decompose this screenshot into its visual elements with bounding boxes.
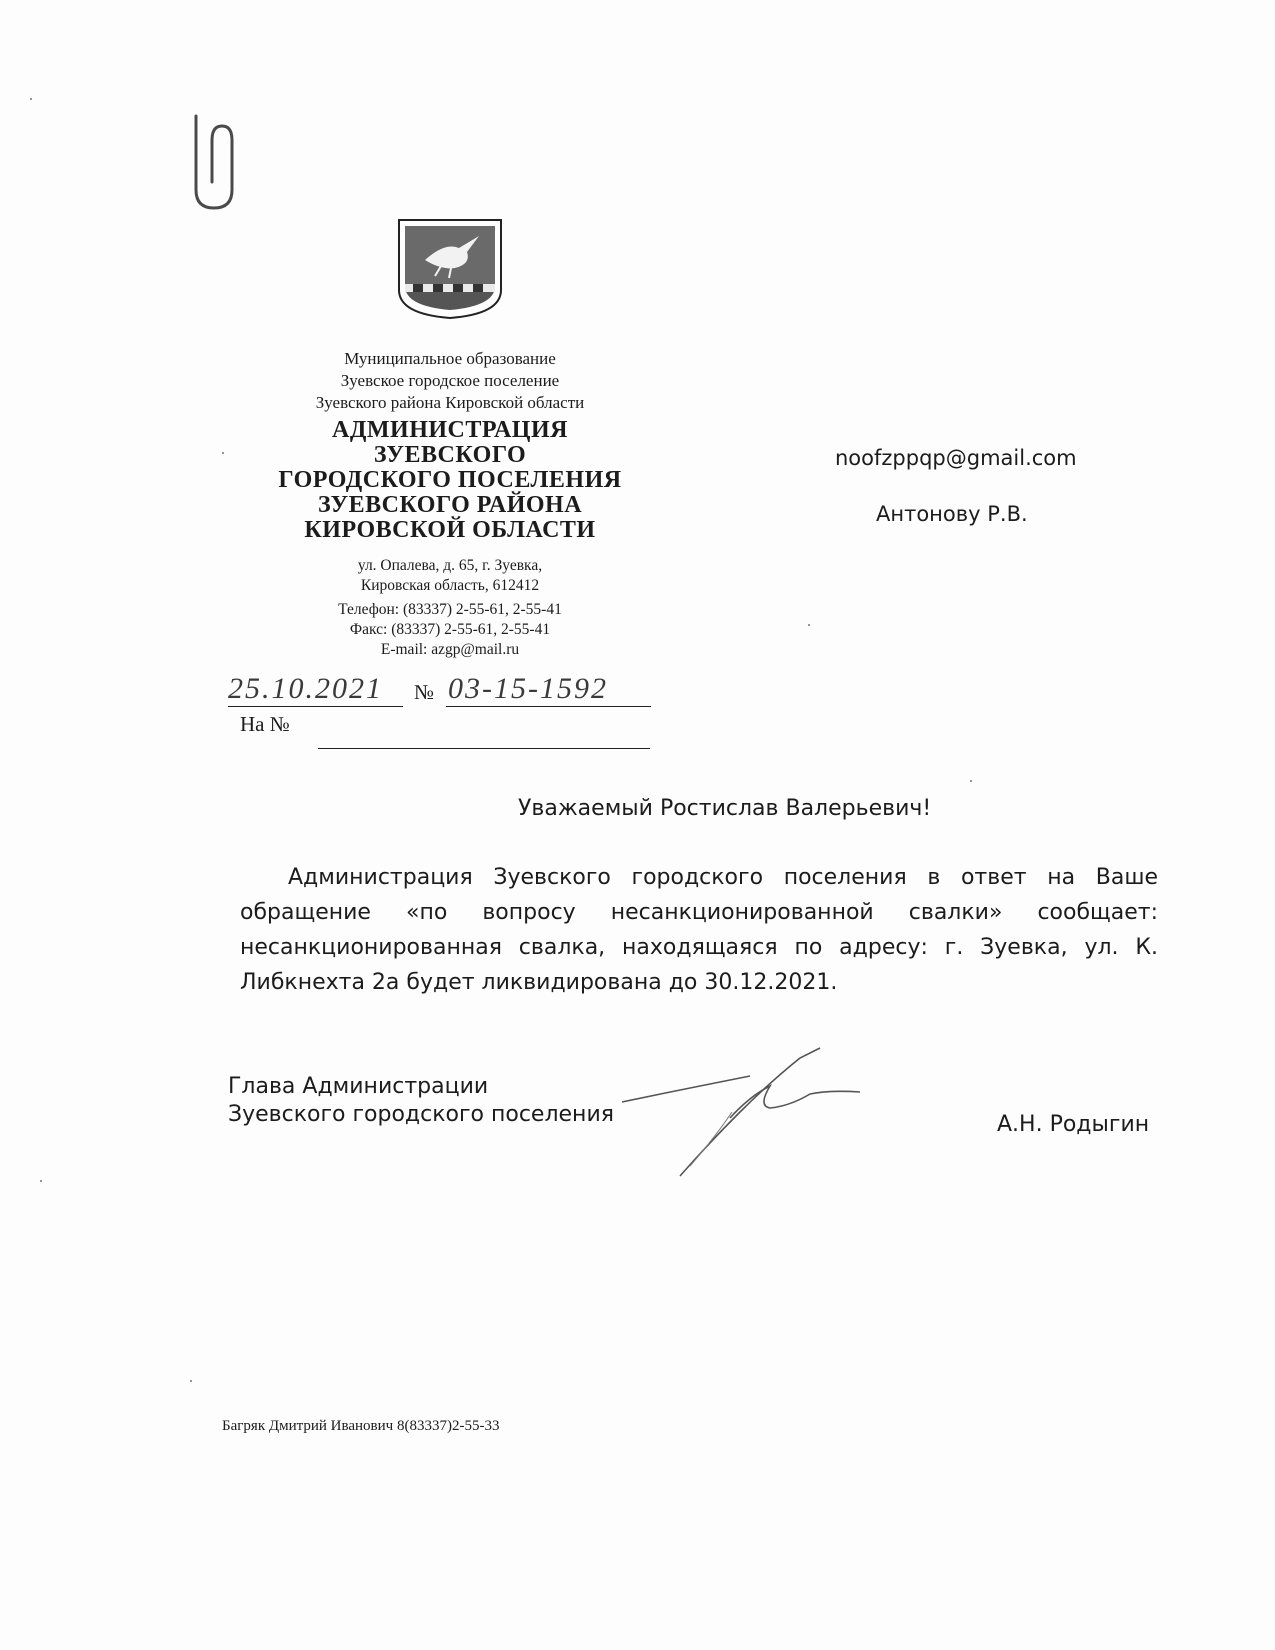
signer-title-line: Глава Администрации xyxy=(228,1074,489,1099)
fax-line: Факс: (83337) 2-55-61, 2-55-41 xyxy=(349,621,551,638)
admin-title-line: ЗУЕВСКОГО xyxy=(373,442,527,468)
date-underline xyxy=(228,706,403,707)
scan-speck xyxy=(40,1180,42,1182)
coat-of-arms-icon xyxy=(397,218,503,320)
reply-to-label: На № xyxy=(240,712,290,736)
greeting: Уважаемый Ростислав Валерьевич! xyxy=(518,796,932,821)
executor-contact: Багряк Дмитрий Иванович 8(83337)2-55-33 xyxy=(222,1418,500,1434)
contact-block xyxy=(270,556,630,660)
handwritten-signature-icon xyxy=(620,1046,870,1186)
letter-body: Администрация Зуевского городского поселения в ответ на Ваше обращение «по вопросу несанкционированной свалки» сообщает: несанкционированная свалка, находящаяся по адресу: г. Зуевка, ул. К. Либкнехта 2а будет ликвидирована до 30.12.2021. xyxy=(240,865,1158,995)
scan-speck xyxy=(222,452,224,454)
admin-title-line: ЗУЕВСКОГО РАЙОНА xyxy=(317,492,583,518)
admin-title-line: КИРОВСКОЙ ОБЛАСТИ xyxy=(304,517,596,543)
scan-speck xyxy=(808,624,810,626)
paperclip-icon xyxy=(186,112,246,212)
organization-header xyxy=(250,348,650,414)
phone-line: Телефон: (83337) 2-55-61, 2-55-41 xyxy=(338,601,562,618)
registration-date: 25.10.2021 xyxy=(228,672,383,705)
org-line: Зуевское городское поселение xyxy=(340,371,560,390)
address-line: ул. Опалева, д. 65, г. Зуевка, xyxy=(357,557,543,574)
email-line: E-mail: azgp@mail.ru xyxy=(380,641,520,658)
scan-speck xyxy=(970,780,972,782)
number-sign: № xyxy=(414,680,435,704)
administration-title xyxy=(230,418,670,543)
registration-number: 03-15-1592 xyxy=(448,672,608,705)
admin-title-line: АДМИНИСТРАЦИЯ xyxy=(332,417,568,443)
recipient-email: noofzppqp@gmail.com xyxy=(835,446,1077,470)
org-line: Муниципальное образование xyxy=(344,349,556,368)
address-line: Кировская область, 612412 xyxy=(360,577,540,594)
org-line: Зуевского района Кировской области xyxy=(315,393,585,412)
signer-name: А.Н. Родыгин xyxy=(997,1112,1150,1137)
number-underline xyxy=(446,706,651,707)
scan-speck xyxy=(30,98,32,100)
signer-title-line: Зуевского городского поселения xyxy=(228,1102,614,1127)
scan-speck xyxy=(190,1380,192,1382)
recipient-name: Антонову Р.В. xyxy=(876,502,1028,526)
reply-to-underline xyxy=(318,748,650,749)
admin-title-line: ГОРОДСКОГО ПОСЕЛЕНИЯ xyxy=(278,467,622,493)
